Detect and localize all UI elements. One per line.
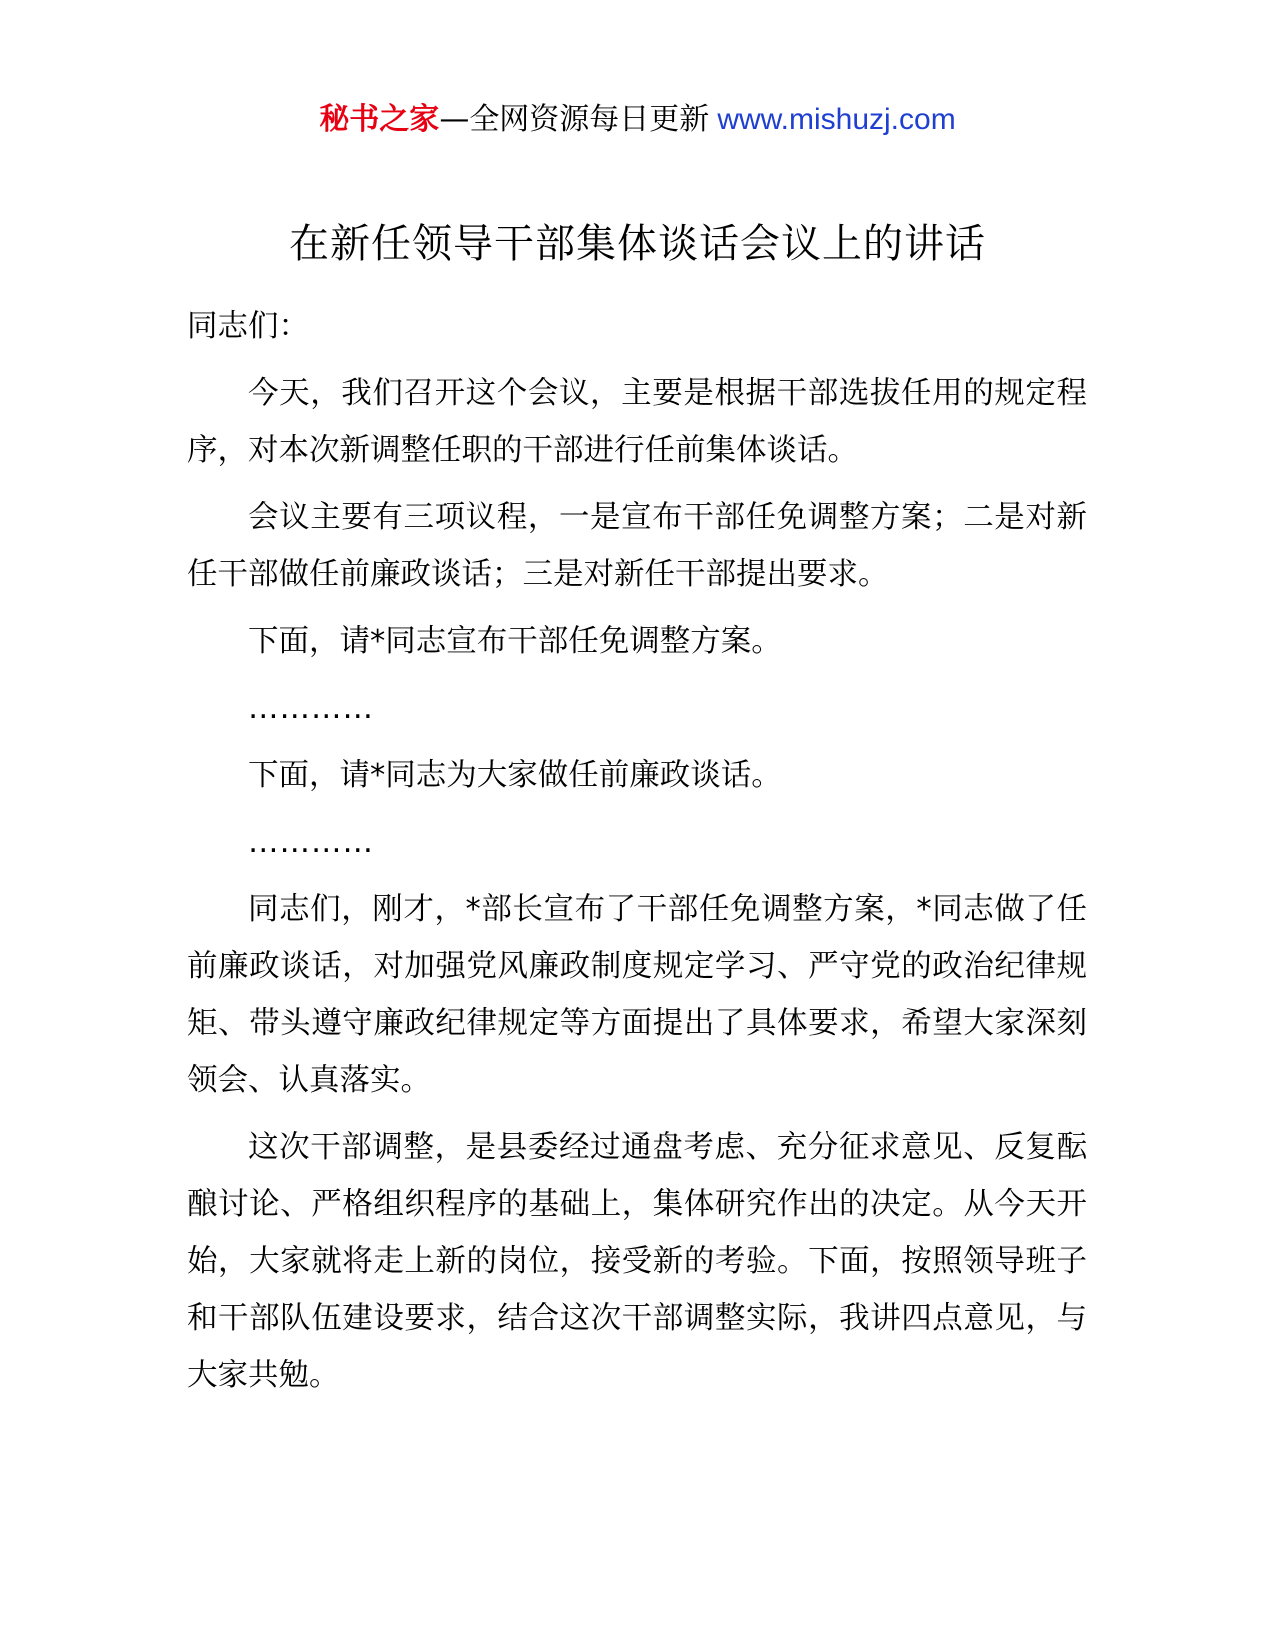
ellipsis-separator: ………… <box>248 825 374 860</box>
document-body <box>187 298 1087 1414</box>
brand-name: 秘书之家 <box>319 102 440 137</box>
document-title: 在新任领导干部集体谈话会议上的讲话 <box>289 221 986 267</box>
paragraph-opening: 今天，我们召开这个会议，主要是根据干部选拔任用的规定程序，对本次新调整任职的干部进行任前集体谈话。 <box>187 376 1087 468</box>
paragraph-summary: 同志们，刚才，*部长宣布了干部任免调整方案，*同志做了任前廉政谈话，对加强党风廉政制度规定学习、严守党的政治纪律规矩、带头遵守廉政纪律规定等方面提出了具体要求，希望大家深刻领会、认真落实。 <box>187 892 1087 1098</box>
site-slogan: —全网资源每日更新 <box>439 102 710 137</box>
site-header <box>0 98 1275 142</box>
paragraph-adjustment: 这次干部调整，是县委经过通盘考虑、充分征求意见、反复酝酿讨论、严格组织程序的基础上，集体研究作出的决定。从今天开始，大家就将走上新的岗位，接受新的考验。下面，按照领导班子和干部队伍建设要求，结合这次干部调整实际，我讲四点意见，与大家共勉。 <box>187 1130 1087 1393</box>
salutation: 同志们： <box>187 309 309 344</box>
paragraph-agenda: 会议主要有三项议程，一是宣布干部任免调整方案；二是对新任干部做任前廉政谈话；三是对新任干部提出要求。 <box>187 500 1087 592</box>
ellipsis-separator: ………… <box>248 691 374 726</box>
site-url-link[interactable]: www.mishuzj.com <box>717 103 956 136</box>
paragraph-integrity-talk: 下面，请*同志为大家做任前廉政谈话。 <box>248 758 782 793</box>
paragraph-announce-plan: 下面，请*同志宣布干部任免调整方案。 <box>248 624 782 659</box>
